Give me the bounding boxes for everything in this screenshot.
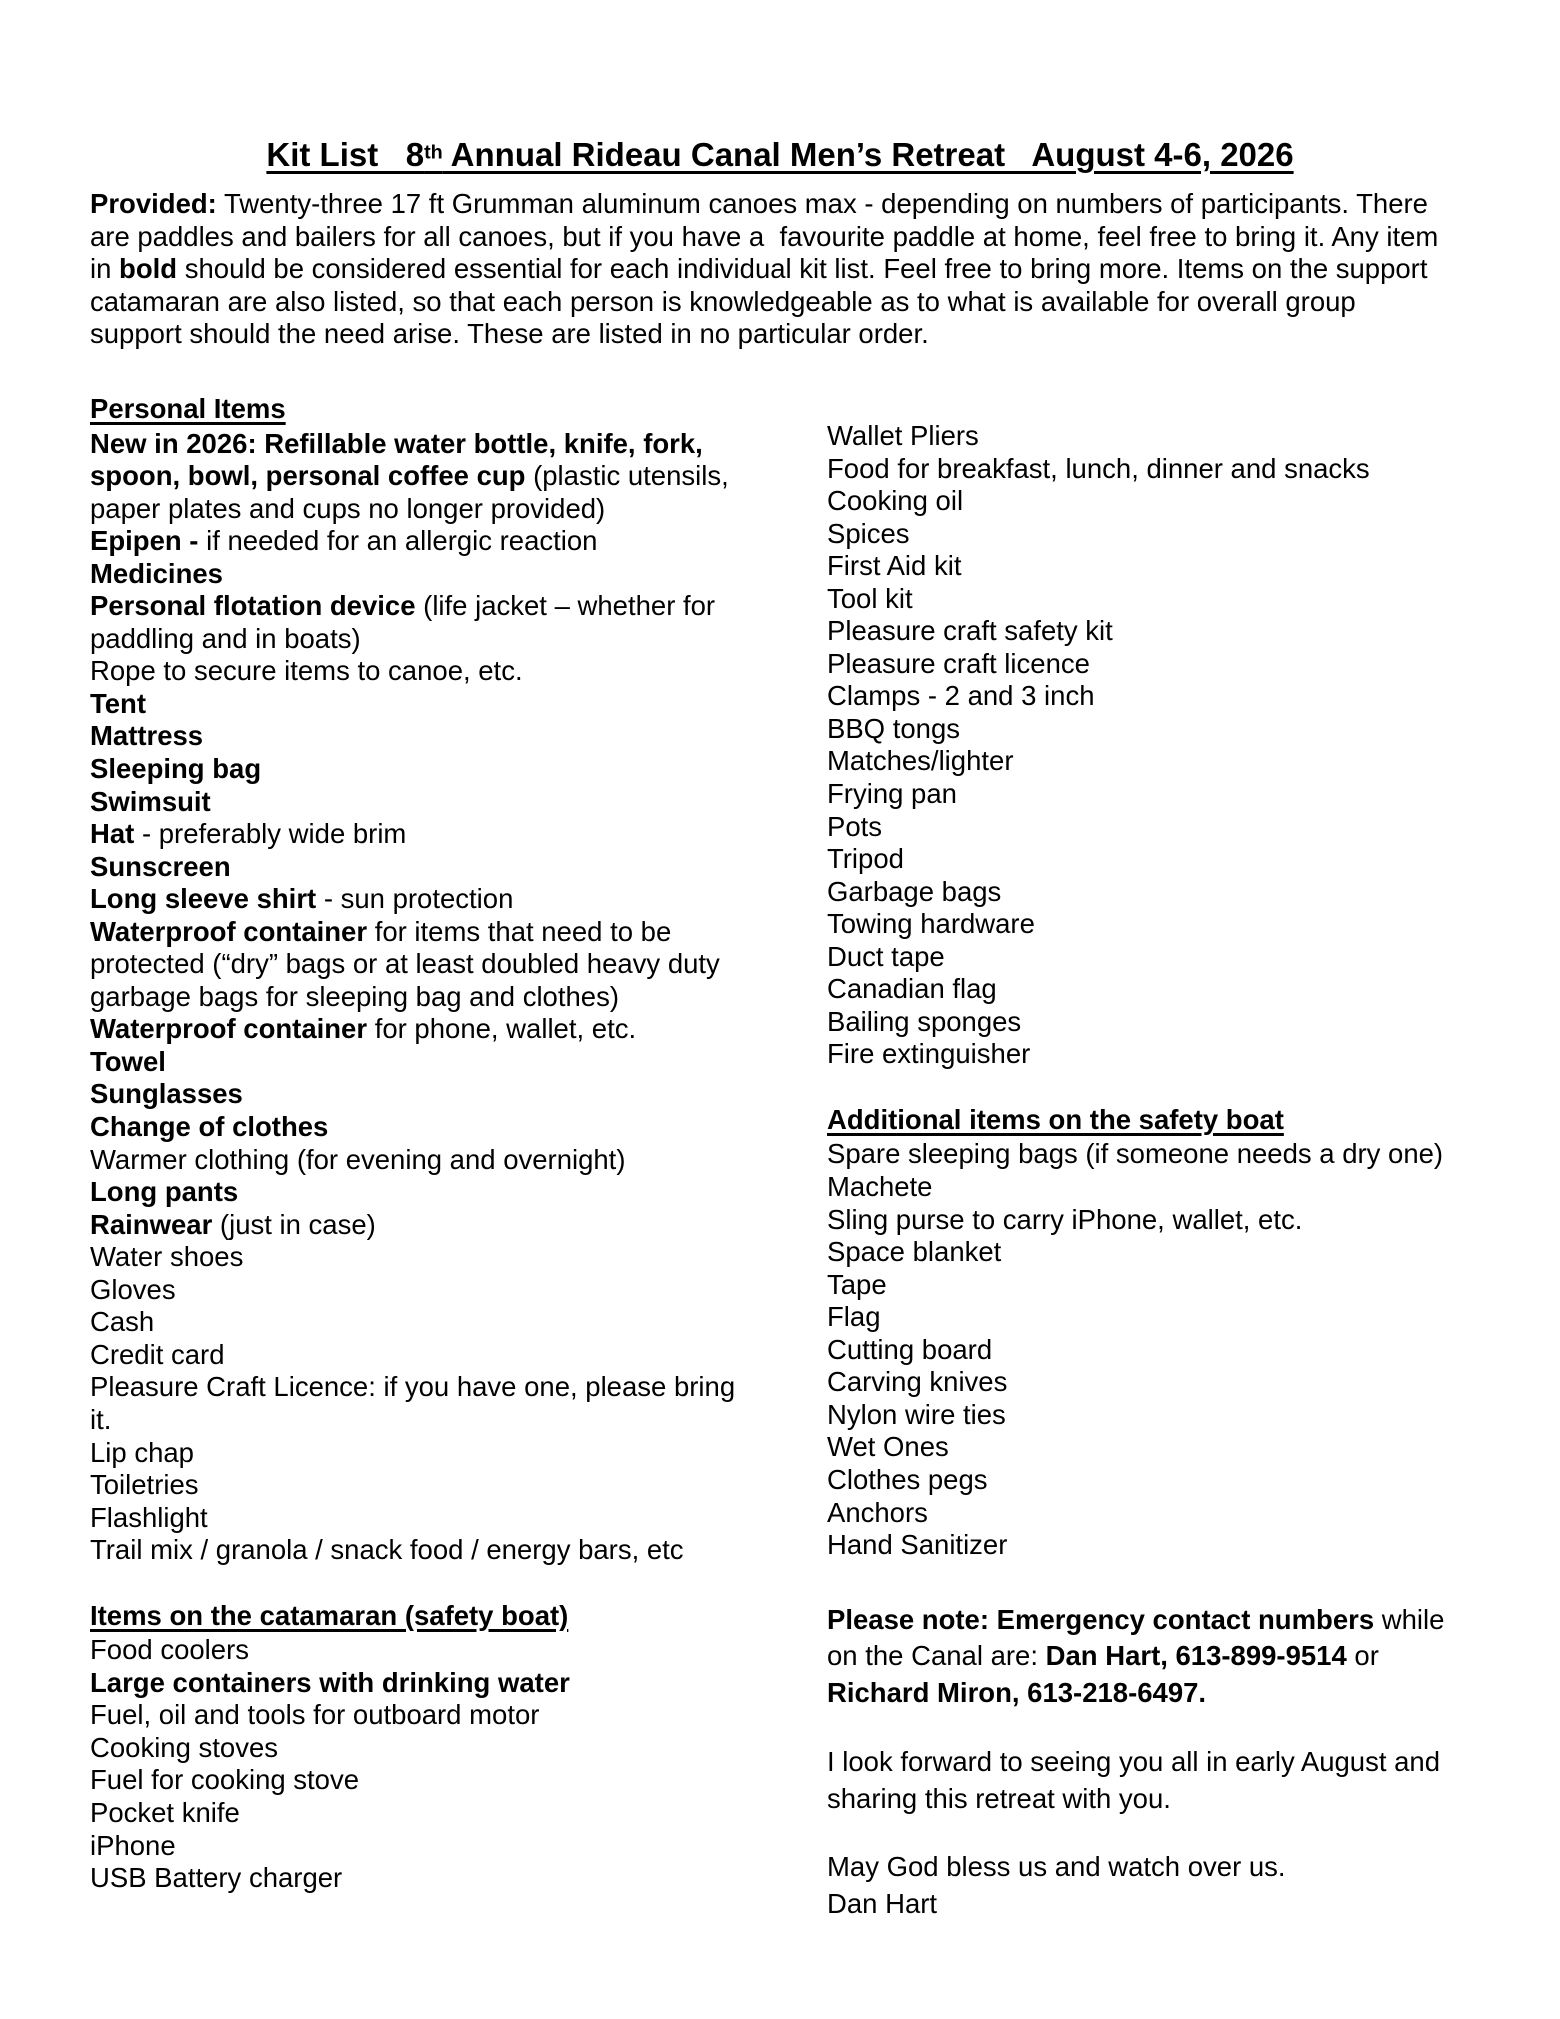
list-item <box>827 583 1473 616</box>
text-segment: Tool kit <box>827 582 913 614</box>
paragraph <box>827 1743 1473 1817</box>
list-item <box>90 1306 756 1339</box>
text-segment: Garbage bags <box>827 875 1002 907</box>
list-item <box>827 941 1473 974</box>
bold-text-segment: Sunscreen <box>90 850 231 882</box>
text-segment: Clamps - 2 and 3 inch <box>827 680 1095 712</box>
text-segment: Nylon wire ties <box>827 1398 1006 1430</box>
text-segment: - preferably wide brim <box>134 818 407 850</box>
text-segment: Cooking oil <box>827 485 964 517</box>
list-item <box>90 1502 756 1535</box>
text-segment: Toiletries <box>90 1469 199 1501</box>
text-segment: Trail mix / granola / snack food / energy bars, etc <box>90 1534 684 1566</box>
list-item <box>827 1529 1473 1562</box>
bold-text-segment: Waterproof container <box>90 1013 368 1045</box>
bold-text-segment: Epipen - <box>90 525 199 557</box>
text-segment: Towing hardware <box>827 908 1035 940</box>
text-segment: Flashlight <box>90 1501 208 1533</box>
bold-text-segment: Sunglasses <box>90 1078 243 1110</box>
title-text-post: Annual Rideau Canal Men’s Retreat August 4-6, 2026 <box>442 135 1294 173</box>
list-item <box>827 1431 1473 1464</box>
paragraph <box>827 1885 1473 1922</box>
text-segment: Pleasure craft safety kit <box>827 615 1113 647</box>
text-segment: Wet Ones <box>827 1431 949 1463</box>
text-segment: Spare sleeping bags (if someone needs a dry one) <box>827 1138 1444 1170</box>
bold-text-segment: New in 2026: Refillable water bottle, knife, fork, spoon, bowl, personal coffee cup <box>90 427 711 492</box>
list-item <box>90 1469 756 1502</box>
text-segment: May God bless us and watch over us. <box>827 1850 1286 1882</box>
list-item <box>90 1013 756 1046</box>
text-segment: Water shoes <box>90 1241 244 1273</box>
text-segment: Cash <box>90 1306 155 1338</box>
text-segment: First Aid kit <box>827 550 962 582</box>
list-item <box>827 615 1473 648</box>
list-item <box>90 1699 756 1732</box>
text-segment: should be considered essential for each individual kit list. Feel free to bring more. Items on the support catamaran are also listed, so that each person is knowledgeable as to what is available for overall group support should the need arise. These are listed in no particular order. <box>90 253 1436 350</box>
list-item <box>827 908 1473 941</box>
bold-text-segment: Hat <box>90 818 135 850</box>
section-heading: Additional items on the safety boat <box>827 1103 1284 1135</box>
bold-text-segment: Long sleeve shirt <box>90 883 317 915</box>
list-item <box>827 745 1473 778</box>
text-segment: Fuel, oil and tools for outboard motor <box>90 1699 540 1731</box>
bold-text-segment: Rainwear <box>90 1208 213 1240</box>
list-item <box>827 1399 1473 1432</box>
list-item <box>90 1111 756 1144</box>
text-segment: if needed for an allergic reaction <box>198 525 598 557</box>
text-segment: Lip chap <box>90 1436 194 1468</box>
bold-text-segment: Medicines <box>90 557 223 589</box>
text-segment: Tripod <box>827 843 904 875</box>
text-segment: Bailing sponges <box>827 1005 1022 1037</box>
list-item <box>90 688 756 721</box>
text-segment: Matches/lighter <box>827 745 1014 777</box>
right-column <box>827 420 1473 1922</box>
text-segment: (just in case) <box>212 1208 376 1240</box>
list-item <box>90 1209 756 1242</box>
bold-text-segment: Towel <box>90 1045 166 1077</box>
list-item <box>827 518 1473 551</box>
bold-text-segment: Swimsuit <box>90 785 211 817</box>
list-item <box>827 420 1473 453</box>
list-item <box>827 1236 1473 1269</box>
section-heading: Personal Items <box>90 393 286 424</box>
text-segment: Canadian flag <box>827 973 997 1005</box>
list-item <box>90 753 756 786</box>
list-item <box>90 1144 756 1177</box>
text-segment: Rope to secure items to canoe, etc. <box>90 655 523 687</box>
list-item <box>90 1274 756 1307</box>
text-segment: Cutting board <box>827 1333 993 1365</box>
bold-text-segment: Long pants <box>90 1176 239 1208</box>
bold-text-segment: Tent <box>90 687 147 719</box>
intro-paragraph <box>90 188 1448 351</box>
text-segment: - sun protection <box>316 883 514 915</box>
text-segment: Carving knives <box>827 1366 1008 1398</box>
text-segment: BBQ tongs <box>827 712 960 744</box>
list-item <box>827 811 1473 844</box>
list-item <box>90 1764 756 1797</box>
list-item <box>827 1464 1473 1497</box>
bold-text-segment: Mattress <box>90 720 204 752</box>
list-item <box>90 655 756 688</box>
bold-text-segment: Change of clothes <box>90 1111 329 1143</box>
text-segment: Wallet Pliers <box>827 420 979 451</box>
list-item <box>90 883 756 916</box>
text-segment: Duct tape <box>827 940 945 972</box>
text-segment: Food for breakfast, lunch, dinner and snacks <box>827 452 1370 484</box>
list-item <box>90 818 756 851</box>
list-item <box>827 1038 1473 1071</box>
text-segment: iPhone <box>90 1829 176 1861</box>
left-column <box>90 393 756 1895</box>
text-segment: Pleasure Craft Licence: if you have one, please bring it. <box>90 1371 743 1435</box>
text-segment: for phone, wallet, etc. <box>367 1013 637 1045</box>
list-item <box>827 1301 1473 1334</box>
bold-text-segment: Personal flotation device <box>90 590 416 622</box>
bold-text-segment: Richard Miron, 613-218-6497. <box>827 1677 1207 1709</box>
list-item <box>827 843 1473 876</box>
section-heading: Items on the catamaran (safety boat) <box>90 1599 569 1631</box>
text-segment: Pocket knife <box>90 1796 240 1828</box>
bold-text-segment: Please note: Emergency contact numbers <box>827 1603 1375 1635</box>
list-item <box>90 1634 756 1667</box>
text-segment: Pleasure craft licence <box>827 647 1090 679</box>
text-segment: Clothes pegs <box>827 1463 988 1495</box>
text-segment: Pots <box>827 810 883 842</box>
list-item <box>90 1862 756 1895</box>
list-item <box>90 1078 756 1111</box>
text-segment: Fire extinguisher <box>827 1038 1031 1070</box>
list-item <box>90 1176 756 1209</box>
text-segment: or <box>1346 1640 1387 1672</box>
text-segment: Frying pan <box>827 778 957 810</box>
list-item <box>90 1830 756 1863</box>
list-item <box>90 590 756 655</box>
list-item <box>90 428 756 526</box>
bold-text-segment: bold <box>119 253 178 285</box>
document-title <box>0 132 1560 175</box>
text-segment: I look forward to seeing you all in early August and sharing this retreat with you. <box>827 1745 1448 1814</box>
list-item <box>90 525 756 558</box>
paragraph <box>827 1602 1473 1712</box>
title-text-pre: Kit List 8 <box>266 135 425 173</box>
list-item <box>827 1171 1473 1204</box>
list-item <box>827 973 1473 1006</box>
list-item <box>827 1138 1473 1171</box>
text-segment: Twenty-three 17 ft Grumman aluminum canoes max - depending on numbers of participants. There are paddles and bailers for all canoes, but if you have a favourite paddle at home, feel free to bring it. Any item in <box>90 188 1446 285</box>
text-segment: Food coolers <box>90 1634 249 1666</box>
text-segment: Tape <box>827 1268 887 1300</box>
list-item <box>827 1006 1473 1039</box>
text-segment: Hand Sanitizer <box>827 1529 1008 1561</box>
list-item <box>827 550 1473 583</box>
text-segment: for items that need to be protected (“dry” bags or at least doubled heavy duty garbage bags for sleeping bag and clothes) <box>90 915 728 1012</box>
text-segment: USB Battery charger <box>90 1862 343 1894</box>
text-segment: Dan Hart <box>827 1887 938 1919</box>
text-segment: Fuel for cooking stove <box>90 1764 360 1796</box>
text-segment: (life jacket – whether for paddling and in boats) <box>90 590 723 654</box>
bold-text-segment: Waterproof container <box>90 915 368 947</box>
text-segment: Anchors <box>827 1496 928 1528</box>
text-segment: Cooking stoves <box>90 1731 279 1763</box>
title-underlined-text <box>266 136 1293 173</box>
list-item <box>90 558 756 591</box>
paragraph <box>827 1848 1473 1885</box>
text-segment: Credit card <box>90 1338 225 1370</box>
list-item <box>827 713 1473 746</box>
bold-text-segment: Provided: <box>90 188 217 219</box>
list-item <box>90 1732 756 1765</box>
list-item <box>827 453 1473 486</box>
list-item <box>90 1667 756 1700</box>
text-segment: Warmer clothing (for evening and overnight) <box>90 1143 626 1175</box>
bold-text-segment: Large containers with drinking water <box>90 1666 570 1698</box>
title-superscript: th <box>424 141 443 163</box>
text-segment: while on the Canal are: <box>827 1603 1453 1672</box>
list-item <box>90 916 756 1014</box>
bold-text-segment: Sleeping bag <box>90 753 262 785</box>
list-item <box>90 786 756 819</box>
list-item <box>90 1437 756 1470</box>
list-item <box>827 1497 1473 1530</box>
list-item <box>90 1241 756 1274</box>
list-item <box>90 851 756 884</box>
list-item <box>90 1046 756 1079</box>
list-item <box>827 1334 1473 1367</box>
list-item <box>90 1371 756 1436</box>
text-segment: Sling purse to carry iPhone, wallet, etc. <box>827 1203 1303 1235</box>
list-item <box>827 1204 1473 1237</box>
list-item <box>90 720 756 753</box>
list-item <box>827 485 1473 518</box>
list-item <box>90 1797 756 1830</box>
list-item <box>827 680 1473 713</box>
list-item <box>827 778 1473 811</box>
list-item <box>90 1534 756 1567</box>
text-segment: Space blanket <box>827 1236 1002 1268</box>
list-item <box>827 648 1473 681</box>
list-item <box>827 1366 1473 1399</box>
list-item <box>827 876 1473 909</box>
text-segment: Flag <box>827 1301 881 1333</box>
text-segment: Gloves <box>90 1273 176 1305</box>
list-item <box>90 1339 756 1372</box>
list-item <box>827 1269 1473 1302</box>
text-segment: Spices <box>827 517 910 549</box>
text-segment: (plastic utensils, paper plates and cups no longer provided) <box>90 460 737 524</box>
text-segment: Machete <box>827 1171 933 1203</box>
bold-text-segment: Dan Hart, 613-899-9514 <box>1045 1640 1347 1672</box>
